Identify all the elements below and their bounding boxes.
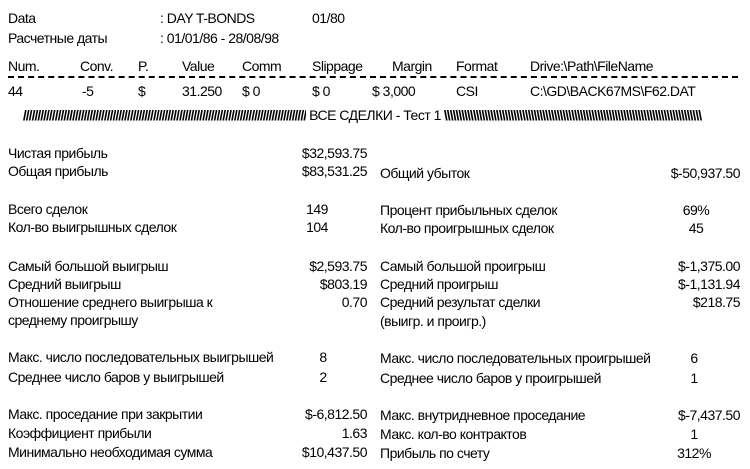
largest-win-value: $2,593.75 — [309, 258, 367, 274]
divider-right-slashes: \\\\\\\\\\\\\\\\\\\\\\\\\\\\\\\\\\\\\\\\\\\\\\\\\\\\\\\\\\\\\\\\\\\\\\\\\\\\\\\\\\\\\\\\\ — [443, 107, 702, 123]
avg-loss-label: Средний проигрыш — [380, 276, 498, 292]
avg-win-label: Средний выигрыш — [8, 276, 121, 292]
return-on-account-value: 312% — [677, 445, 711, 461]
total-trades-label: Всего сделок — [8, 201, 88, 217]
data-label: Data — [8, 10, 36, 26]
avg-trade-label-line1: Средний результат сделки — [380, 294, 541, 310]
ratio-label-line2: среднему проигрышу — [8, 312, 138, 328]
max-contracts-label: Макс. кол-во контрактов — [380, 426, 527, 442]
col-header-value: Value — [182, 58, 215, 74]
col-header-comm: Comm — [242, 58, 282, 74]
value-p: $ — [138, 83, 146, 99]
largest-loss-label: Самый большой проигрыш — [380, 258, 546, 274]
data-extra: 01/80 — [312, 10, 345, 26]
losing-trades-label: Кол-во проигрышных сделок — [380, 220, 554, 236]
max-consec-win-value: 8 — [319, 349, 327, 365]
col-header-filename: Drive:\Path\FileName — [530, 58, 654, 74]
avg-win-value: $803.19 — [319, 276, 367, 292]
avg-bars-loss-value: 1 — [690, 370, 698, 386]
max-dd-intraday-value: $-7,437.50 — [678, 407, 740, 423]
largest-win-label: Самый большой выигрыш — [8, 258, 169, 274]
col-header-margin: Margin — [392, 58, 432, 74]
pct-profitable-value: 69% — [682, 202, 710, 218]
total-trades-value: 149 — [306, 201, 328, 217]
losing-trades-value: 45 — [688, 220, 704, 236]
dates-label: Расчетные даты — [8, 30, 108, 46]
data-value: : DAY T-BONDS — [160, 10, 255, 26]
net-profit-label: Чистая прибыль — [8, 145, 108, 161]
max-contracts-value: 1 — [690, 426, 698, 442]
section-divider — [8, 107, 742, 123]
return-on-account-label: Прибыль по счету — [380, 445, 490, 461]
ratio-label-line1: Отношение среднего выигрыша к — [8, 294, 213, 310]
min-required-label: Минимально необходимая сумма — [8, 444, 213, 460]
divider-left-slashes: ////////////////////////////////////////////////////////////////////////////////////////////////// — [22, 107, 307, 123]
value-slippage: $ 0 — [312, 83, 330, 99]
profit-factor-label: Коэффициент прибыли — [8, 425, 152, 441]
value-format: CSI — [456, 83, 478, 99]
avg-loss-value: $-1,131.94 — [678, 276, 740, 292]
gross-loss-value: $-50,937.50 — [670, 165, 740, 181]
min-required-value: $10,437.50 — [301, 444, 367, 460]
pct-profitable-label: Процент прибыльных сделок — [380, 202, 557, 218]
value-comm: $ 0 — [242, 83, 260, 99]
avg-bars-win-value: 2 — [319, 369, 327, 385]
winning-trades-value: 104 — [306, 219, 328, 235]
col-header-format: Format — [456, 58, 498, 74]
avg-trade-value: $218.75 — [692, 294, 740, 310]
max-dd-intraday-label: Макс. внутридневное проседание — [380, 407, 586, 423]
avg-bars-loss-label: Среднее число баров у проигрышей — [380, 370, 601, 386]
avg-trade-label-line2: (выигр. и проигр.) — [380, 313, 486, 329]
max-dd-close-label: Макс. проседание при закрытии — [8, 406, 203, 422]
col-header-conv: Conv. — [80, 58, 114, 74]
dates-value: : 01/01/86 - 28/08/98 — [160, 30, 279, 46]
gross-profit-value: $83,531.25 — [301, 163, 367, 179]
avg-bars-win-label: Среднее число баров у выигрышей — [8, 369, 224, 385]
largest-loss-value: $-1,375.00 — [678, 258, 740, 274]
winning-trades-label: Кол-во выигрышных сделок — [8, 219, 177, 235]
col-header-slippage: Slippage — [312, 58, 363, 74]
value-conv: -5 — [82, 83, 94, 99]
col-header-num: Num. — [8, 58, 40, 74]
net-profit-value: $32,593.75 — [301, 145, 367, 161]
value-filename: C:\GD\BACK67MS\F62.DAT — [530, 83, 696, 99]
gross-profit-label: Общая прибыль — [8, 163, 108, 179]
ratio-value: 0.70 — [341, 294, 367, 310]
col-header-p: P. — [138, 58, 149, 74]
value-margin: $ 3,000 — [372, 83, 416, 99]
max-consec-win-label: Макс. число последовательных выигрышей — [8, 349, 274, 365]
max-dd-close-value: $-6,812.50 — [305, 406, 367, 422]
dashed-separator — [8, 76, 738, 78]
gross-loss-label: Общий убыток — [380, 165, 470, 181]
section-title: ВСЕ СДЕЛКИ - Тест 1 — [309, 107, 441, 123]
max-consec-loss-value: 6 — [690, 350, 698, 366]
value-value: 31.250 — [182, 83, 222, 99]
profit-factor-value: 1.63 — [341, 425, 367, 441]
max-consec-loss-label: Макс. число последовательных проигрышей — [380, 350, 651, 366]
value-num: 44 — [8, 83, 23, 99]
